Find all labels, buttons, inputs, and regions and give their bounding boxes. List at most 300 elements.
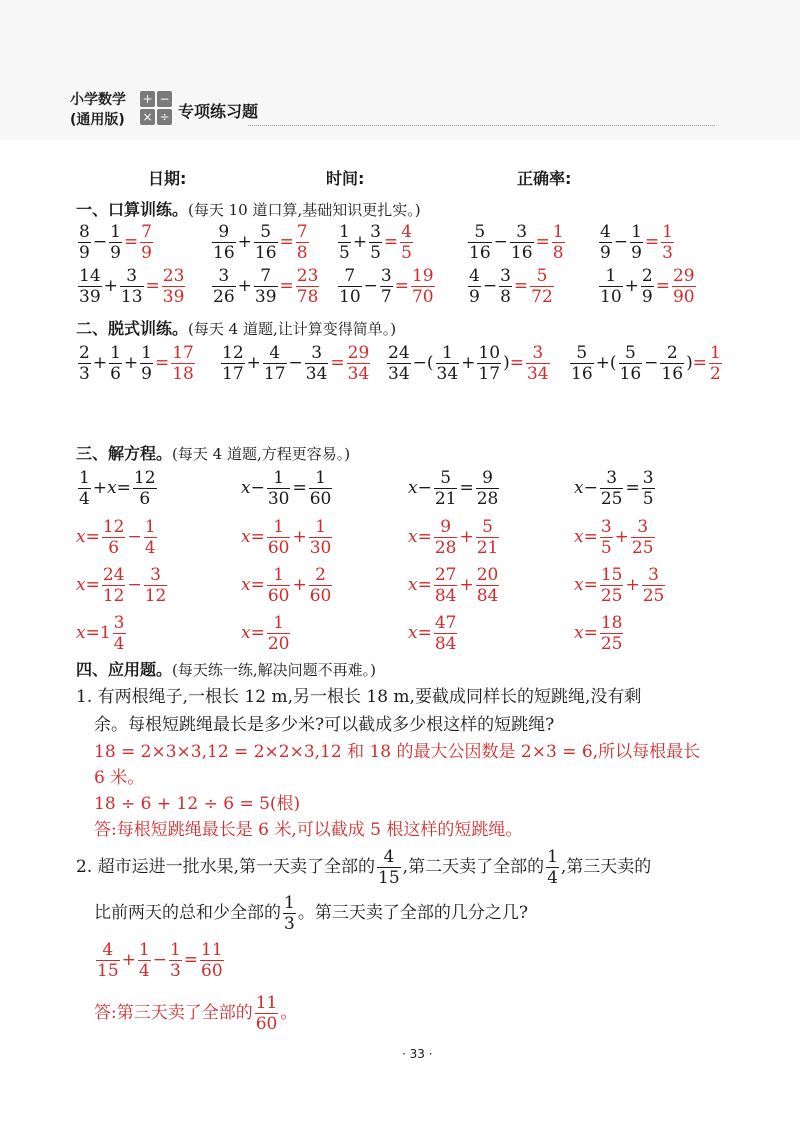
- oral-item: [466, 222, 567, 263]
- numerator: 1: [267, 565, 291, 586]
- numerator: 4: [600, 222, 611, 242]
- fraction: [221, 343, 245, 384]
- numerator: 15: [600, 565, 623, 585]
- operator: −: [250, 478, 265, 498]
- fraction: [305, 343, 329, 384]
- operator: +: [92, 478, 108, 498]
- fraction: [434, 517, 458, 558]
- oral-item: [336, 266, 437, 307]
- denominator: 16: [213, 243, 235, 263]
- denominator: 4: [547, 868, 558, 888]
- fraction: [387, 343, 411, 384]
- fraction: [377, 847, 401, 888]
- equals-sign: =: [123, 232, 139, 252]
- numerator: 3: [212, 266, 236, 287]
- fraction: [631, 517, 655, 558]
- denominator: 16: [469, 243, 491, 263]
- numerator: 1: [267, 468, 291, 489]
- numerator: 9: [434, 517, 458, 538]
- denominator: 78: [296, 287, 319, 307]
- equation-step: [574, 517, 657, 558]
- fraction: [400, 222, 413, 263]
- denominator: 9: [631, 243, 642, 263]
- problem2-calculation: [94, 940, 226, 981]
- whole-number: 1: [99, 623, 111, 643]
- fraction: [526, 343, 550, 384]
- equals-sign: =: [644, 232, 660, 252]
- fraction: [600, 565, 624, 606]
- denominator: 72: [531, 287, 553, 307]
- numerator: 27: [434, 565, 457, 585]
- denominator: 17: [478, 364, 501, 384]
- denominator: 8: [500, 287, 511, 307]
- fraction: [660, 343, 684, 384]
- numerator: 1: [599, 266, 623, 287]
- fraction: [369, 222, 382, 263]
- oral-item: [336, 222, 415, 263]
- fraction: [476, 468, 500, 509]
- operator: −: [127, 575, 142, 595]
- denominator: 9: [141, 364, 152, 384]
- section-oral: [76, 197, 421, 220]
- numerator: 5: [476, 517, 500, 538]
- fraction: [510, 222, 534, 263]
- operator: −: [583, 478, 598, 498]
- fraction: [642, 468, 655, 509]
- numerator: 23: [296, 266, 319, 286]
- operator: +: [292, 575, 307, 595]
- equals-sign: =: [383, 232, 399, 252]
- fraction: [267, 468, 291, 509]
- section-note: (每天 4 道题,方程更容易。): [172, 445, 351, 463]
- equals-sign: =: [279, 232, 294, 252]
- step-item: [219, 343, 372, 384]
- operator: +: [625, 575, 640, 595]
- fraction: [283, 893, 296, 934]
- numerator: 20: [476, 565, 499, 585]
- variable-x: x: [408, 623, 418, 643]
- numerator: 4: [96, 940, 120, 961]
- fraction: [133, 468, 157, 509]
- operator: +: [246, 353, 261, 373]
- denominator: 7: [380, 287, 392, 307]
- numerator: 23: [162, 266, 185, 286]
- numerator: 3: [380, 266, 392, 286]
- denominator: 9: [469, 287, 480, 307]
- equals-sign: =: [154, 353, 170, 373]
- variable-x: x: [107, 478, 117, 498]
- equals-sign: =: [250, 575, 265, 595]
- section-word-problems: [76, 657, 376, 680]
- operator: +: [121, 950, 136, 970]
- numerator: 29: [672, 266, 695, 286]
- fraction: [169, 940, 182, 981]
- equals-sign: =: [583, 623, 598, 643]
- numerator: 1: [436, 343, 460, 364]
- denominator: 26: [213, 287, 235, 307]
- fraction: [144, 565, 168, 606]
- numerator: 1: [309, 517, 333, 538]
- fraction: [78, 343, 91, 384]
- denominator: 16: [571, 364, 593, 384]
- denominator: 5: [600, 538, 612, 558]
- fraction: [309, 468, 333, 509]
- equation-step: [76, 565, 169, 606]
- numerator: 1: [339, 222, 350, 242]
- equals-sign: =: [535, 232, 550, 252]
- denominator: 9: [141, 243, 152, 263]
- fraction: [138, 940, 151, 981]
- fraction: [78, 468, 91, 509]
- paren: ): [686, 353, 693, 373]
- section-title: 三、解方程。: [76, 444, 173, 463]
- section-title: 四、应用题。: [76, 660, 173, 679]
- oral-item: [210, 266, 321, 307]
- paren: ): [503, 353, 510, 373]
- fraction: [468, 266, 481, 307]
- fraction: [641, 266, 654, 307]
- numerator: 1: [110, 343, 121, 363]
- equation-step: [408, 517, 501, 558]
- operator: −: [92, 232, 108, 252]
- fraction: [78, 266, 102, 307]
- problem2-text: ,第三天卖的: [560, 857, 652, 877]
- numerator: 1: [267, 517, 291, 538]
- numerator: 29: [347, 343, 370, 363]
- denominator: 10: [600, 287, 622, 307]
- fraction: [468, 222, 492, 263]
- denominator: 30: [309, 538, 332, 558]
- fraction: [109, 222, 122, 263]
- problem2-text: 2. 超市运进一批水果,第一天卖了全部的: [76, 857, 376, 877]
- denominator: 28: [434, 538, 457, 558]
- numerator: 1: [169, 940, 181, 960]
- denominator: 10: [339, 287, 361, 307]
- oral-item: [466, 266, 556, 307]
- fraction: [672, 266, 696, 307]
- denominator: 15: [378, 868, 400, 888]
- numerator: 2: [641, 266, 653, 286]
- numerator: 4: [263, 343, 287, 364]
- numerator: 1: [309, 468, 333, 489]
- variable-x: x: [241, 478, 251, 498]
- denominator: 2: [709, 364, 721, 384]
- problem2-question-line1: [76, 847, 651, 888]
- problem2-text: ,第二天卖了全部的: [402, 857, 545, 877]
- denominator: 21: [434, 489, 457, 509]
- equals-sign: =: [417, 527, 432, 547]
- fraction: [338, 266, 362, 307]
- variable-x: x: [408, 575, 418, 595]
- numerator: 5: [254, 222, 278, 243]
- equals-sign: =: [394, 276, 409, 296]
- fraction: [267, 613, 291, 654]
- fraction: [476, 517, 500, 558]
- header-title: 专项练习题: [178, 102, 259, 121]
- variable-x: x: [574, 623, 584, 643]
- operator: −: [613, 232, 629, 252]
- equals-sign: =: [85, 623, 100, 643]
- numerator: 11: [201, 940, 223, 960]
- numerator: 9: [476, 468, 500, 489]
- numerator: 10: [478, 343, 501, 363]
- denominator: 60: [201, 961, 223, 981]
- denominator: 15: [97, 961, 119, 981]
- numerator: 14: [79, 266, 101, 286]
- numerator: 1: [267, 613, 291, 634]
- fraction: [296, 266, 320, 307]
- problem1-answer-line1: 18 = 2×3×3,12 = 2×2×3,12 和 18 的最大公因数是 2×3 = 6,所以每根最长: [94, 742, 701, 762]
- fraction: [200, 940, 224, 981]
- numerator: 3: [631, 517, 655, 538]
- numerator: 5: [468, 222, 492, 243]
- equals-sign: =: [459, 478, 474, 498]
- minus-icon: −: [157, 91, 172, 107]
- fraction: [434, 613, 458, 654]
- denominator: 3: [662, 243, 673, 263]
- equals-sign: =: [292, 478, 307, 498]
- fraction: [102, 517, 126, 558]
- equals-sign: =: [279, 276, 294, 296]
- numerator: 3: [305, 343, 329, 364]
- fraction: [267, 517, 291, 558]
- denominator: 60: [309, 489, 332, 509]
- numerator: 12: [102, 517, 125, 537]
- numerator: 7: [296, 222, 308, 242]
- numerator: 18: [600, 613, 623, 633]
- problem2-text: 比前两天的总和少全部的: [94, 903, 281, 923]
- plus-icon: +: [140, 91, 155, 107]
- fraction: [570, 343, 594, 384]
- fraction: [380, 266, 393, 307]
- numerator: 12: [222, 343, 244, 363]
- numerator: 1: [138, 940, 150, 960]
- equals-sign: =: [85, 527, 100, 547]
- numerator: 3: [113, 613, 125, 633]
- equals-sign: =: [250, 623, 265, 643]
- fraction: [171, 343, 195, 384]
- numerator: 1: [284, 893, 295, 913]
- denominator: 84: [434, 586, 457, 606]
- denominator: 9: [110, 243, 121, 263]
- fraction: [347, 343, 371, 384]
- equals-sign: =: [655, 276, 670, 296]
- numerator: 2: [309, 565, 333, 586]
- date-label: 日期:: [148, 169, 187, 188]
- numerator: 3: [526, 343, 550, 364]
- variable-x: x: [574, 478, 584, 498]
- equation-question: [574, 468, 657, 509]
- oral-item: [597, 222, 676, 263]
- fraction: [599, 266, 623, 307]
- equals-sign: =: [145, 276, 160, 296]
- problem2-text: 。第三天卖了全部的几分之几?: [297, 903, 528, 923]
- operator: +: [237, 232, 252, 252]
- numerator: 3: [642, 565, 666, 586]
- variable-x: x: [241, 623, 251, 643]
- equals-sign: =: [250, 527, 265, 547]
- book-title: 小学数学: [70, 92, 126, 108]
- fraction: [642, 565, 666, 606]
- fraction: [530, 266, 554, 307]
- denominator: 12: [102, 586, 125, 606]
- operator: +: [103, 276, 118, 296]
- operator: −: [417, 478, 432, 498]
- fraction: [619, 343, 643, 384]
- denominator: 60: [267, 538, 290, 558]
- problem1-answer-line2: 6 米。: [94, 768, 145, 788]
- operator: +: [92, 353, 108, 373]
- fraction: [477, 343, 501, 384]
- fraction: [162, 266, 186, 307]
- denominator: 5: [401, 243, 412, 263]
- denominator: 90: [672, 287, 695, 307]
- numerator: 7: [338, 266, 362, 287]
- denominator: 6: [108, 538, 120, 558]
- operator: −: [482, 276, 498, 296]
- denominator: 70: [411, 287, 434, 307]
- operator: +: [459, 527, 474, 547]
- denominator: 25: [600, 586, 623, 606]
- equals-sign: =: [330, 353, 345, 373]
- denominator: 5: [642, 489, 654, 509]
- denominator: 17: [263, 364, 286, 384]
- fraction: [552, 222, 565, 263]
- numerator: 1: [110, 222, 121, 242]
- equals-sign: =: [513, 276, 529, 296]
- problem2-answer: [94, 993, 297, 1034]
- answer-text: 。: [280, 1003, 298, 1023]
- numerator: 1: [552, 222, 564, 242]
- equals-sign: =: [692, 353, 707, 373]
- paren: (: [609, 353, 617, 373]
- fraction: [499, 266, 512, 307]
- operator: −: [644, 353, 659, 373]
- fraction: [144, 517, 157, 558]
- numerator: 12: [133, 468, 156, 488]
- section-note: (每天 4 道题,让计算变得简单。): [188, 320, 397, 338]
- fraction: [109, 343, 122, 384]
- denominator: 3: [169, 961, 181, 981]
- variable-x: x: [241, 575, 251, 595]
- numerator: 3: [600, 468, 624, 489]
- denominator: 8: [296, 243, 308, 263]
- fraction: [140, 343, 153, 384]
- denominator: 25: [600, 634, 623, 654]
- fraction: [309, 565, 333, 606]
- denominator: 25: [642, 586, 665, 606]
- equals-sign: =: [509, 353, 524, 373]
- denominator: 13: [120, 287, 143, 307]
- step-item: [568, 343, 724, 384]
- denominator: 34: [388, 364, 410, 384]
- denominator: 9: [79, 243, 90, 263]
- equation-result: [574, 613, 625, 654]
- problem1-question-line1: 1. 有两根绳子,一根长 12 m,另一根长 18 m,要截成同样长的短跳绳,没有剩: [76, 687, 642, 707]
- denominator: 18: [172, 364, 194, 384]
- section-title: 一、口算训练。: [76, 200, 189, 219]
- operator: −: [152, 950, 167, 970]
- denominator: 16: [254, 243, 277, 263]
- operator: +: [624, 276, 639, 296]
- denominator: 6: [139, 489, 151, 509]
- denominator: 3: [79, 364, 90, 384]
- fraction: [254, 266, 278, 307]
- numerator: 5: [570, 343, 594, 364]
- equals-sign: =: [116, 478, 131, 498]
- fraction: [120, 266, 144, 307]
- problem1-question-line2: 余。每根短跳绳最长是多少米?可以截成多少根这样的短跳绳?: [94, 715, 555, 735]
- fraction: [411, 266, 435, 307]
- equals-sign: =: [583, 575, 598, 595]
- variable-x: x: [408, 527, 418, 547]
- equals-sign: =: [417, 623, 432, 643]
- equation-result: [76, 613, 128, 654]
- fraction: [434, 565, 458, 606]
- numerator: 1: [141, 343, 152, 363]
- numerator: 5: [434, 468, 458, 489]
- denominator: 60: [309, 586, 332, 606]
- equation-step: [241, 517, 334, 558]
- fraction: [709, 343, 722, 384]
- numerator: 7: [141, 222, 152, 242]
- numerator: 4: [469, 266, 480, 286]
- denominator: 34: [305, 364, 328, 384]
- operator: +: [459, 575, 474, 595]
- numerator: 19: [411, 266, 434, 286]
- denominator: 17: [222, 364, 244, 384]
- equals-sign: =: [183, 950, 199, 970]
- operator: +: [595, 353, 610, 373]
- equation-result: [241, 613, 292, 654]
- denominator: 34: [436, 364, 459, 384]
- operator: −: [412, 353, 427, 373]
- denominator: 84: [434, 634, 457, 654]
- numerator: 9: [212, 222, 236, 243]
- numerator: 24: [388, 343, 410, 363]
- equation-question: [76, 468, 159, 509]
- operator: +: [461, 353, 476, 373]
- problem2-question-line2: [94, 893, 528, 934]
- operator: +: [352, 232, 368, 252]
- fraction: [434, 468, 458, 509]
- problem1-answer-line3: 18 ÷ 6 + 12 ÷ 6 = 5(根): [94, 794, 301, 814]
- equation-step: [241, 565, 334, 606]
- denominator: 4: [144, 538, 156, 558]
- numerator: 1: [662, 222, 673, 242]
- numerator: 47: [434, 613, 457, 633]
- variable-x: x: [76, 575, 86, 595]
- operator: +: [237, 276, 252, 296]
- denominator: 30: [267, 489, 290, 509]
- section-equations: [76, 441, 350, 464]
- divide-icon: ÷: [157, 109, 172, 125]
- step-item: [76, 343, 197, 384]
- time-label: 时间:: [326, 169, 365, 188]
- denominator: 16: [619, 364, 642, 384]
- oral-item: [597, 266, 698, 307]
- denominator: 6: [110, 364, 121, 384]
- numerator: 1: [631, 222, 642, 242]
- denominator: 39: [254, 287, 277, 307]
- accuracy-label: 正确率:: [517, 169, 572, 188]
- numerator: 3: [642, 468, 654, 488]
- operator: −: [493, 232, 508, 252]
- fraction: [96, 940, 120, 981]
- oral-item: [210, 222, 311, 263]
- step-item: [385, 343, 552, 384]
- equals-sign: =: [85, 575, 100, 595]
